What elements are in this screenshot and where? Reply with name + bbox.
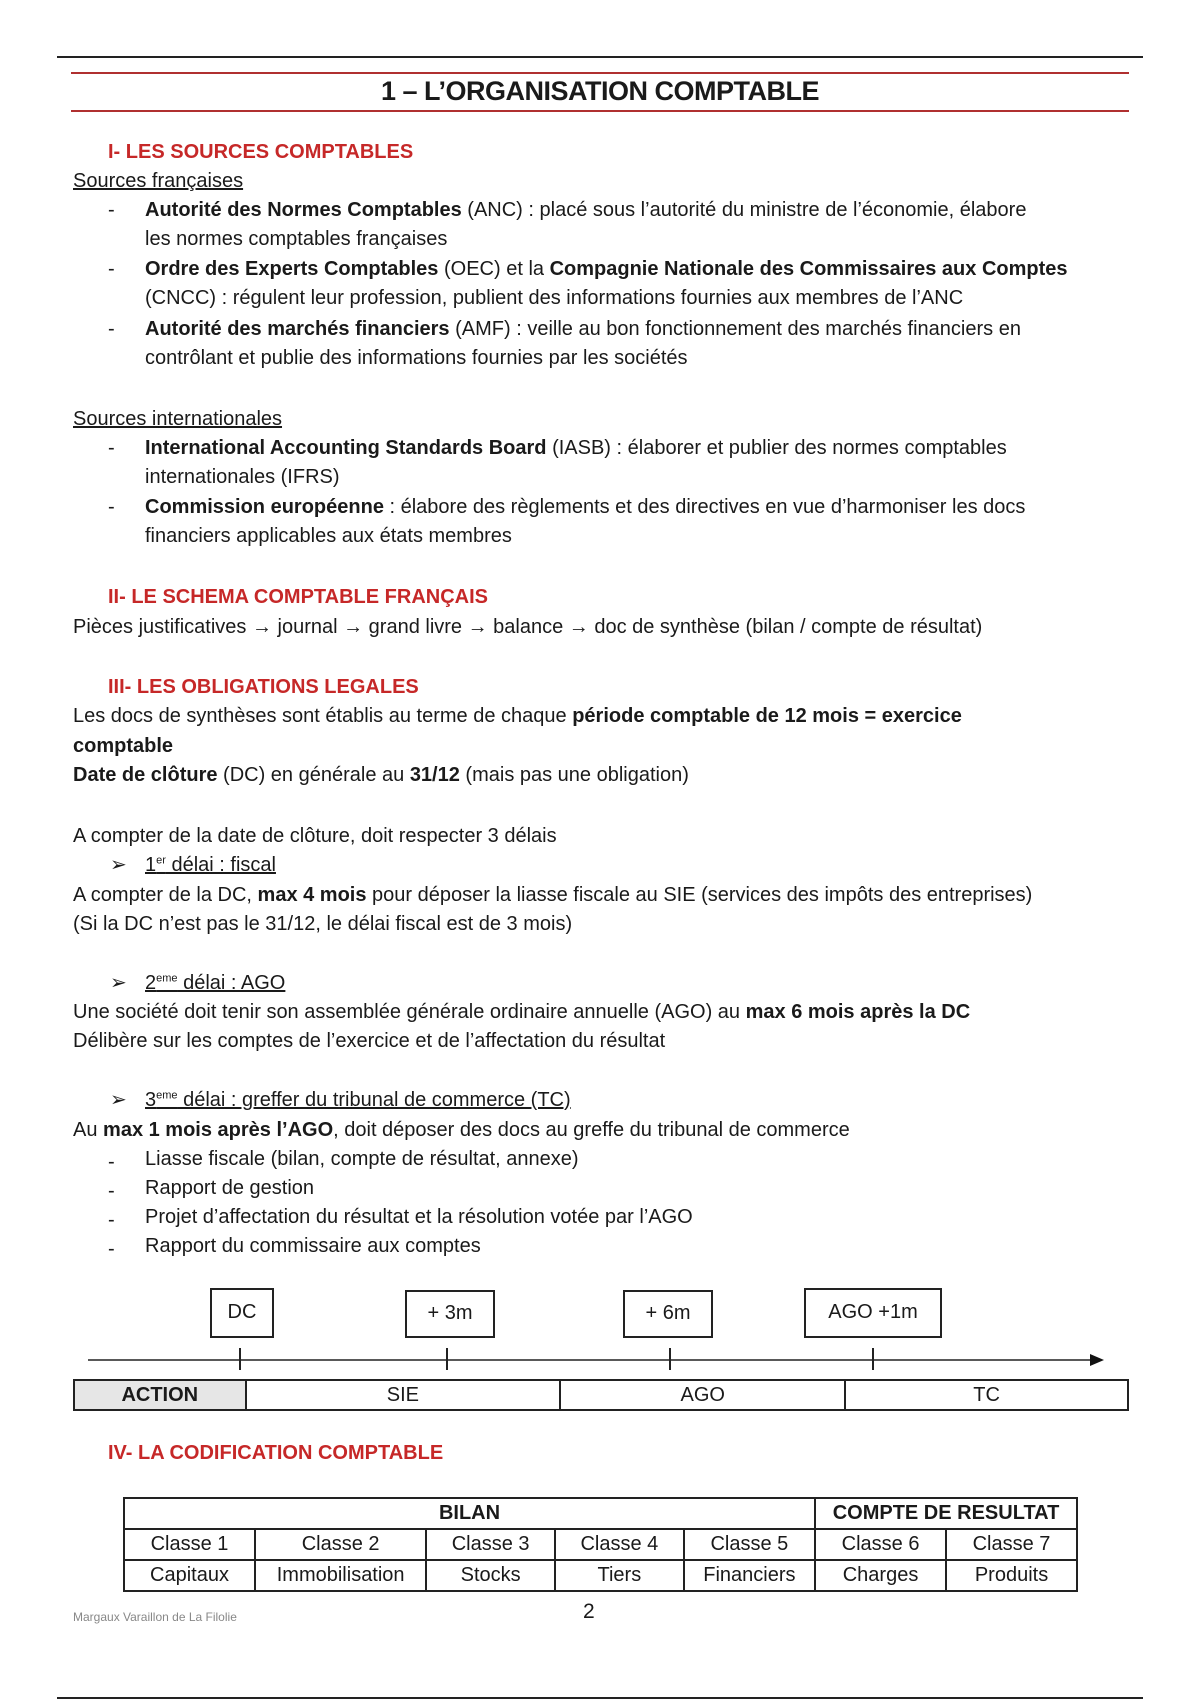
list-item: Projet d’affectation du résultat et la résolution votée par l’AGO	[145, 1206, 693, 1228]
list-item: Rapport de gestion	[145, 1177, 315, 1199]
deadline-ago-heading	[145, 972, 285, 995]
bullet-dash: -	[108, 437, 115, 459]
paragraph	[73, 735, 173, 758]
table-row	[124, 1560, 1077, 1591]
table-row	[124, 1529, 1077, 1560]
section-heading-obligations: III- LES OBLIGATIONS LEGALES	[108, 676, 419, 698]
action-cell: TC	[845, 1380, 1128, 1410]
arrow-bullet-icon: ➢	[110, 972, 127, 994]
action-cell: SIE	[246, 1380, 561, 1410]
text: pour déposer la liasse fiscale au SIE (services des impôts des entreprises)	[366, 884, 1033, 906]
codification-table	[123, 1497, 1078, 1592]
text: délai : fiscal	[165, 854, 276, 876]
class-name-cell: Financiers	[684, 1560, 815, 1591]
text: 1	[145, 854, 157, 876]
class-cell: Classe 2	[255, 1529, 426, 1560]
page-number: 2	[583, 1600, 595, 1623]
compte-resultat-header: COMPTE DE RESULTAT	[815, 1498, 1077, 1529]
class-cell: Classe 5	[684, 1529, 815, 1560]
text: Les docs de synthèses sont établis au terme de chaque	[73, 705, 573, 727]
list-item	[145, 434, 1120, 492]
timeline-arrowhead-icon	[1090, 1354, 1104, 1366]
french-sources-label: Sources françaises	[73, 170, 244, 192]
item-text-line2: (CNCC) : régulent leur profession, publient des informations fournies aux membres de l’ANC	[145, 287, 964, 309]
item-text: (AMF) : veille au bon fonctionnement des marchés financiers en	[449, 318, 1021, 340]
class-name-cell: Charges	[815, 1560, 946, 1591]
paragraph	[73, 1119, 850, 1142]
timeline-axis	[80, 1340, 1110, 1370]
text: Une société doit tenir son assemblée générale ordinaire annuelle (AGO) au	[73, 1001, 746, 1023]
text: Au	[73, 1119, 104, 1141]
bullet-dash: -	[108, 1238, 115, 1260]
deadline-fiscal-heading	[145, 854, 276, 877]
superscript: eme	[156, 1089, 178, 1102]
paragraph	[73, 884, 1032, 907]
class-name-cell: Produits	[946, 1560, 1077, 1591]
bullet-dash: -	[108, 496, 115, 518]
bullet-dash: -	[108, 318, 115, 340]
table-header-row	[124, 1498, 1077, 1529]
item-text-line2: contrôlant et publie des informations fournies par les sociétés	[145, 347, 688, 369]
timeline-marker: DC	[210, 1288, 274, 1338]
class-cell: Classe 7	[946, 1529, 1077, 1560]
timeline-marker: AGO +1m	[804, 1288, 942, 1338]
bilan-header: BILAN	[124, 1498, 815, 1529]
bullet-dash: -	[108, 258, 115, 280]
list-item: Rapport du commissaire aux comptes	[145, 1235, 481, 1257]
item-text-line2: internationales (IFRS)	[145, 466, 340, 488]
timeline-marker: + 3m	[405, 1290, 495, 1338]
action-label-cell: ACTION	[74, 1380, 246, 1410]
item-bold: Commission européenne	[145, 496, 384, 518]
bullet-dash: -	[108, 1209, 115, 1231]
action-cell: AGO	[560, 1380, 845, 1410]
footer-author: Margaux Varaillon de La Filolie	[73, 1610, 237, 1624]
section-heading-schema: II- LE SCHEMA COMPTABLE FRANÇAIS	[108, 586, 488, 608]
text: , doit déposer des docs au greffe du tribunal de commerce	[333, 1119, 850, 1141]
class-cell: Classe 6	[815, 1529, 946, 1560]
text-bold: max 6 mois après la DC	[745, 1001, 971, 1023]
arrow-bullet-icon: ➢	[110, 1089, 127, 1111]
class-cell: Classe 1	[124, 1529, 255, 1560]
text: délai : AGO	[177, 972, 286, 994]
intl-sources-label: Sources internationales	[73, 408, 283, 430]
bottom-rule	[57, 1697, 1143, 1699]
paragraph	[73, 705, 962, 728]
class-name-cell: Capitaux	[124, 1560, 255, 1591]
item-text: (ANC) : placé sous l’autorité du ministre de l’économie, élabore	[461, 199, 1027, 221]
item-text: (IASB) : élaborer et publier des normes comptables	[546, 437, 1007, 459]
accounting-flow: Pièces justificatives → journal → grand livre → balance → doc de synthèse (bilan / compte de résultat)	[73, 616, 983, 638]
bullet-dash: -	[108, 1151, 115, 1173]
text: 3	[145, 1089, 157, 1111]
text: 2	[145, 972, 157, 994]
item-text-line2: financiers applicables aux états membres	[145, 525, 512, 547]
item-text: : élabore des règlements et des directives en vue d’harmoniser les docs	[383, 496, 1026, 518]
item-bold-2: Compagnie Nationale des Commissaires aux Comptes	[549, 258, 1068, 280]
class-name-cell: Immobilisation	[255, 1560, 426, 1591]
superscript: eme	[156, 972, 178, 985]
list-item	[145, 255, 1120, 313]
section-heading-codification: IV- LA CODIFICATION COMPTABLE	[108, 1442, 444, 1464]
item-bold: Ordre des Experts Comptables	[145, 258, 439, 280]
text-bold: 31/12	[409, 764, 460, 786]
text-bold: comptable	[73, 735, 174, 757]
arrow-bullet-icon: ➢	[110, 854, 127, 876]
list-item	[145, 493, 1120, 551]
bullet-dash: -	[108, 199, 115, 221]
text-bold: max 4 mois	[257, 884, 367, 906]
paragraph: A compter de la date de clôture, doit respecter 3 délais	[73, 825, 557, 847]
action-table	[73, 1379, 1129, 1411]
bullet-dash: -	[108, 1180, 115, 1202]
text: A compter de la DC,	[73, 884, 258, 906]
list-item: Liasse fiscale (bilan, compte de résultat, annexe)	[145, 1148, 579, 1170]
section-heading-sources: I- LES SOURCES COMPTABLES	[108, 141, 414, 163]
item-bold: Autorité des marchés financiers	[145, 318, 450, 340]
text-bold: max 1 mois après l’AGO	[103, 1119, 334, 1141]
class-name-cell: Stocks	[426, 1560, 555, 1591]
list-item	[145, 196, 1120, 254]
text: (mais pas une obligation)	[459, 764, 689, 786]
list-item	[145, 315, 1120, 373]
paragraph	[73, 764, 689, 787]
text: délai : greffer du tribunal de commerce (TC)	[177, 1089, 571, 1111]
paragraph	[73, 1001, 970, 1024]
class-cell: Classe 4	[555, 1529, 684, 1560]
item-text: (OEC) et la	[438, 258, 550, 280]
table-row	[74, 1380, 1128, 1410]
timeline-marker: + 6m	[623, 1290, 713, 1338]
deadline-tc-heading	[145, 1089, 571, 1112]
text: (DC) en générale au	[217, 764, 410, 786]
paragraph: (Si la DC n’est pas le 31/12, le délai fiscal est de 3 mois)	[73, 913, 573, 935]
class-name-cell: Tiers	[555, 1560, 684, 1591]
superscript: er	[156, 854, 166, 867]
item-text-line2: les normes comptables françaises	[145, 228, 448, 250]
class-cell: Classe 3	[426, 1529, 555, 1560]
page-title: 1 – L’ORGANISATION COMPTABLE	[71, 72, 1129, 112]
text-bold: période comptable de 12 mois = exercice	[572, 705, 962, 727]
item-bold: International Accounting Standards Board	[145, 437, 547, 459]
text-bold: Date de clôture	[73, 764, 218, 786]
top-rule	[57, 56, 1143, 58]
item-bold: Autorité des Normes Comptables	[145, 199, 462, 221]
paragraph: Délibère sur les comptes de l’exercice et de l’affectation du résultat	[73, 1030, 666, 1052]
